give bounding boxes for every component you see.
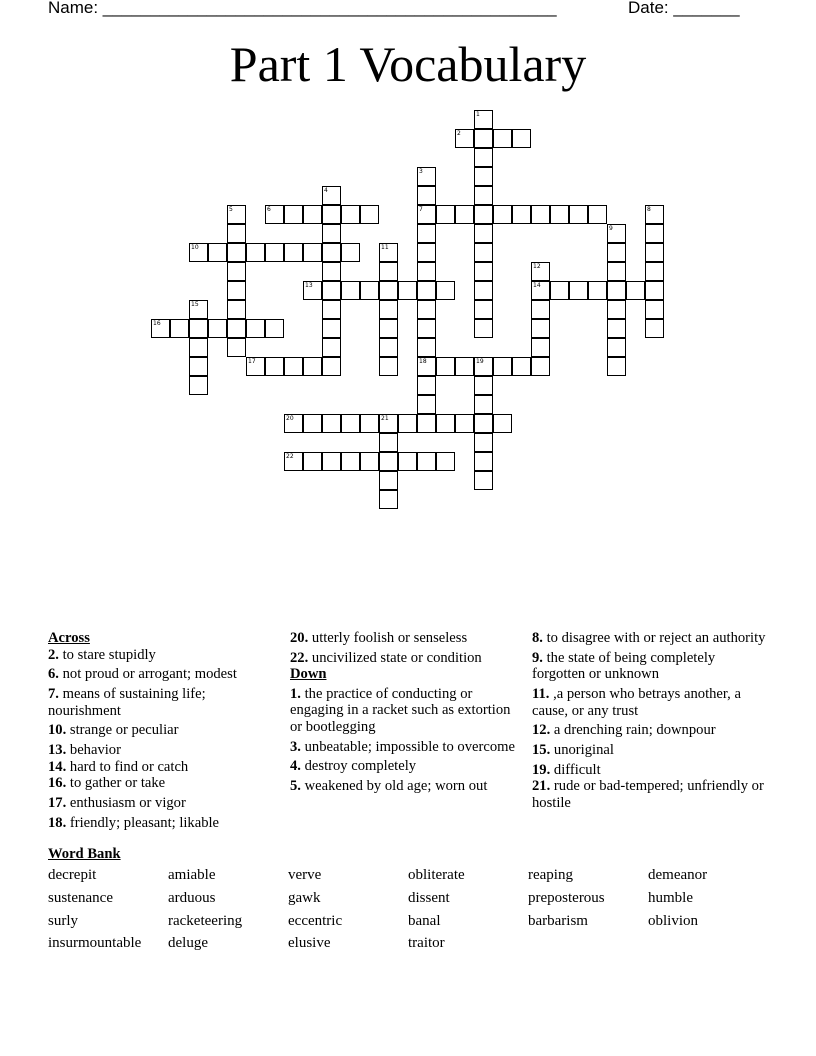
crossword-cell[interactable] bbox=[645, 205, 664, 224]
crossword-cell[interactable] bbox=[531, 357, 550, 376]
crossword-cell[interactable] bbox=[265, 205, 284, 224]
word-bank-item: deluge bbox=[168, 935, 208, 952]
cell-number: 6 bbox=[267, 206, 271, 213]
crossword-cell[interactable] bbox=[474, 262, 493, 281]
crossword-cell[interactable] bbox=[531, 319, 550, 338]
crossword-cell[interactable] bbox=[493, 414, 512, 433]
down-heading: Down bbox=[290, 666, 327, 683]
crossword-cell[interactable] bbox=[569, 205, 588, 224]
crossword-cell[interactable] bbox=[227, 262, 246, 281]
crossword-cell[interactable] bbox=[645, 281, 664, 300]
word-bank-item: decrepit bbox=[48, 867, 97, 883]
cell-number: 11 bbox=[381, 244, 389, 251]
crossword-cell[interactable] bbox=[379, 243, 398, 262]
cell-number: 18 bbox=[419, 358, 427, 365]
crossword-cell[interactable] bbox=[455, 129, 474, 148]
word-bank-item: elusive bbox=[288, 935, 331, 952]
crossword-cell[interactable] bbox=[531, 281, 550, 300]
crossword-cell[interactable] bbox=[607, 262, 626, 281]
crossword-cell[interactable] bbox=[322, 452, 341, 471]
cell-number: 5 bbox=[229, 206, 233, 213]
crossword-cell[interactable] bbox=[417, 452, 436, 471]
crossword-cell[interactable] bbox=[645, 243, 664, 262]
clues-column-1 bbox=[48, 630, 273, 835]
word-bank-item: banal bbox=[408, 912, 441, 929]
crossword-cell[interactable] bbox=[303, 414, 322, 433]
crossword-cell[interactable] bbox=[550, 205, 569, 224]
crossword-cell[interactable] bbox=[360, 281, 379, 300]
cell-number: 1 bbox=[476, 111, 480, 118]
across-clue: 22. uncivilized state or condition bbox=[290, 649, 482, 666]
clues-column-2 bbox=[290, 630, 518, 798]
crossword-cell[interactable] bbox=[607, 338, 626, 357]
across-clue: 10. strange or peculiar bbox=[48, 722, 179, 739]
crossword-cell[interactable] bbox=[474, 395, 493, 414]
cell-number: 9 bbox=[609, 225, 613, 232]
crossword-cell[interactable] bbox=[379, 433, 398, 452]
crossword-cell[interactable] bbox=[417, 224, 436, 243]
crossword-cell[interactable] bbox=[512, 357, 531, 376]
crossword-cell[interactable] bbox=[284, 205, 303, 224]
crossword-cell[interactable] bbox=[417, 338, 436, 357]
word-bank-heading: Word Bank bbox=[48, 846, 121, 862]
crossword-cell[interactable] bbox=[208, 319, 227, 338]
crossword-cell[interactable] bbox=[284, 243, 303, 262]
crossword-cell[interactable] bbox=[436, 281, 455, 300]
word-bank-item: arduous bbox=[168, 889, 216, 906]
crossword-cell[interactable] bbox=[379, 357, 398, 376]
down-clue: 8. to disagree with or reject an authority bbox=[532, 630, 766, 646]
across-clue: 18. friendly; pleasant; likable bbox=[48, 814, 220, 831]
word-bank bbox=[48, 866, 768, 953]
cell-number: 4 bbox=[324, 187, 328, 194]
crossword-cell[interactable] bbox=[607, 243, 626, 262]
crossword-cell[interactable] bbox=[474, 243, 493, 262]
across-clue: 14. hard to find or catch bbox=[48, 758, 189, 775]
date-field[interactable]: Date: _______ bbox=[628, 0, 740, 17]
crossword-cell[interactable] bbox=[531, 205, 550, 224]
cell-number: 7 bbox=[419, 206, 423, 213]
crossword-cell[interactable] bbox=[398, 281, 417, 300]
crossword-cell[interactable] bbox=[189, 300, 208, 319]
crossword-cell[interactable] bbox=[588, 281, 607, 300]
crossword-cell[interactable] bbox=[322, 262, 341, 281]
crossword-cell[interactable] bbox=[417, 395, 436, 414]
word-bank-item: oblivion bbox=[648, 912, 699, 929]
crossword-cell[interactable] bbox=[341, 243, 360, 262]
crossword-cell[interactable] bbox=[455, 414, 474, 433]
clues-column-3 bbox=[532, 630, 772, 815]
crossword-cell[interactable] bbox=[417, 186, 436, 205]
crossword-cell[interactable] bbox=[189, 243, 208, 262]
crossword-cell[interactable] bbox=[284, 357, 303, 376]
crossword-cell[interactable] bbox=[379, 300, 398, 319]
crossword-cell[interactable] bbox=[531, 262, 550, 281]
crossword-cell[interactable] bbox=[493, 205, 512, 224]
crossword-cell[interactable] bbox=[227, 281, 246, 300]
crossword-cell[interactable] bbox=[360, 205, 379, 224]
cell-number: 20 bbox=[286, 415, 294, 422]
crossword-cell[interactable] bbox=[436, 452, 455, 471]
crossword-cell[interactable] bbox=[303, 357, 322, 376]
crossword-cell[interactable] bbox=[398, 452, 417, 471]
crossword-cell[interactable] bbox=[436, 357, 455, 376]
crossword-cell[interactable] bbox=[170, 319, 189, 338]
down-clue: 1. the practice of conducting or engaging in a racket such as extortion or bootlegging bbox=[290, 685, 511, 735]
crossword-cell[interactable] bbox=[455, 357, 474, 376]
down-clue: 11. ,a person who betrays another, a cause, or any trust bbox=[532, 686, 741, 719]
crossword-cell[interactable] bbox=[284, 414, 303, 433]
across-clue: 7. means of sustaining life; nourishment bbox=[48, 686, 206, 719]
word-bank-item: barbarism bbox=[528, 912, 588, 929]
crossword-cell[interactable] bbox=[474, 414, 493, 433]
crossword-cell[interactable] bbox=[417, 262, 436, 281]
cell-number: 19 bbox=[476, 358, 484, 365]
crossword-cell[interactable] bbox=[379, 414, 398, 433]
crossword-cell[interactable] bbox=[550, 281, 569, 300]
crossword-cell[interactable] bbox=[379, 281, 398, 300]
cell-number: 12 bbox=[533, 263, 541, 270]
crossword-cell[interactable] bbox=[645, 319, 664, 338]
crossword-cell[interactable] bbox=[303, 243, 322, 262]
crossword-cell[interactable] bbox=[227, 243, 246, 262]
crossword-cell[interactable] bbox=[189, 338, 208, 357]
crossword-cell[interactable] bbox=[474, 357, 493, 376]
crossword-cell[interactable] bbox=[265, 243, 284, 262]
crossword-cell[interactable] bbox=[417, 300, 436, 319]
crossword-cell[interactable] bbox=[341, 452, 360, 471]
cell-number: 16 bbox=[153, 320, 161, 327]
crossword-cell[interactable] bbox=[417, 167, 436, 186]
cell-number: 15 bbox=[191, 301, 199, 308]
crossword-cell[interactable] bbox=[645, 300, 664, 319]
name-field[interactable]: Name: ________________________________________________ bbox=[48, 0, 557, 17]
word-bank-item: obliterate bbox=[408, 867, 465, 883]
word-bank-item: humble bbox=[648, 889, 693, 906]
crossword-cell[interactable] bbox=[360, 414, 379, 433]
crossword-cell[interactable] bbox=[607, 300, 626, 319]
across-clue: 6. not proud or arrogant; modest bbox=[48, 666, 237, 683]
crossword-cell[interactable] bbox=[588, 205, 607, 224]
crossword-cell[interactable] bbox=[208, 243, 227, 262]
crossword-cell[interactable] bbox=[493, 357, 512, 376]
cell-number: 17 bbox=[248, 358, 256, 365]
down-clue: 15. unoriginal bbox=[532, 742, 614, 759]
crossword-cell[interactable] bbox=[227, 319, 246, 338]
cell-number: 2 bbox=[457, 130, 461, 137]
down-clue: 9. the state of being completely forgotten or unknown bbox=[532, 649, 716, 683]
word-bank-item: demeanor bbox=[648, 867, 708, 883]
crossword-cell[interactable] bbox=[322, 338, 341, 357]
across-heading: Across bbox=[48, 630, 90, 646]
crossword-cell[interactable] bbox=[474, 452, 493, 471]
crossword-cell[interactable] bbox=[379, 471, 398, 490]
word-bank-item: preposterous bbox=[528, 889, 605, 906]
crossword-cell[interactable] bbox=[607, 357, 626, 376]
across-clue: 13. behavior bbox=[48, 742, 121, 759]
crossword-cell[interactable] bbox=[322, 357, 341, 376]
down-clue: 21. rude or bad-tempered; unfriendly or hostile bbox=[532, 778, 764, 811]
crossword-cell[interactable] bbox=[569, 281, 588, 300]
down-clue: 19. difficult bbox=[532, 761, 601, 778]
crossword-cell[interactable] bbox=[227, 205, 246, 224]
word-bank-item: insurmountable bbox=[48, 935, 142, 952]
crossword-cell[interactable] bbox=[474, 224, 493, 243]
crossword-cell[interactable] bbox=[379, 262, 398, 281]
word-bank-item: traitor bbox=[408, 935, 445, 952]
crossword-cell[interactable] bbox=[455, 205, 474, 224]
crossword-cell[interactable] bbox=[322, 300, 341, 319]
down-clue: 3. unbeatable; impossible to overcome bbox=[290, 738, 515, 755]
crossword-cell[interactable] bbox=[227, 300, 246, 319]
down-clue: 12. a drenching rain; downpour bbox=[532, 722, 716, 739]
word-bank-item: surly bbox=[48, 912, 78, 929]
crossword-cell[interactable] bbox=[474, 300, 493, 319]
crossword-cell[interactable] bbox=[531, 338, 550, 357]
word-bank-item: sustenance bbox=[48, 889, 113, 906]
crossword-cell[interactable] bbox=[322, 186, 341, 205]
across-clue: 2. to stare stupidly bbox=[48, 646, 156, 663]
crossword-cell[interactable] bbox=[322, 319, 341, 338]
cell-number: 22 bbox=[286, 453, 294, 460]
page-title: Part 1 Vocabulary bbox=[229, 36, 587, 92]
crossword-cell[interactable] bbox=[284, 452, 303, 471]
cell-number: 10 bbox=[191, 244, 199, 251]
crossword-cell[interactable] bbox=[341, 205, 360, 224]
crossword-cell[interactable] bbox=[474, 471, 493, 490]
crossword-cell[interactable] bbox=[474, 376, 493, 395]
crossword-cell[interactable] bbox=[189, 319, 208, 338]
cell-number: 14 bbox=[533, 282, 541, 289]
crossword-cell[interactable] bbox=[322, 414, 341, 433]
crossword-cell[interactable] bbox=[474, 129, 493, 148]
crossword-cell[interactable] bbox=[436, 205, 455, 224]
crossword-cell[interactable] bbox=[246, 319, 265, 338]
crossword-cell[interactable] bbox=[227, 338, 246, 357]
crossword-cell[interactable] bbox=[303, 281, 322, 300]
crossword-cell[interactable] bbox=[512, 205, 531, 224]
across-clue: 17. enthusiasm or vigor bbox=[48, 794, 186, 811]
crossword-cell[interactable] bbox=[417, 243, 436, 262]
crossword-cell[interactable] bbox=[322, 281, 341, 300]
crossword-cell[interactable] bbox=[379, 490, 398, 509]
crossword-cell[interactable] bbox=[322, 205, 341, 224]
crossword-cell[interactable] bbox=[474, 186, 493, 205]
crossword-cell[interactable] bbox=[417, 376, 436, 395]
cell-number: 21 bbox=[381, 415, 389, 422]
crossword-cell[interactable] bbox=[417, 205, 436, 224]
across-clue: 16. to gather or take bbox=[48, 775, 166, 792]
crossword-cell[interactable] bbox=[436, 414, 455, 433]
across-clue: 20. utterly foolish or senseless bbox=[290, 630, 468, 646]
crossword-cell[interactable] bbox=[645, 224, 664, 243]
word-bank-item: gawk bbox=[288, 889, 321, 906]
cell-number: 8 bbox=[647, 206, 651, 213]
crossword-cell[interactable] bbox=[474, 148, 493, 167]
crossword-cell[interactable] bbox=[417, 281, 436, 300]
word-bank-item: racketeering bbox=[168, 912, 243, 929]
crossword-cell[interactable] bbox=[398, 414, 417, 433]
cell-number: 3 bbox=[419, 168, 423, 175]
crossword-cell[interactable] bbox=[626, 281, 645, 300]
cell-number: 13 bbox=[305, 282, 313, 289]
crossword-cell[interactable] bbox=[417, 319, 436, 338]
crossword-cell[interactable] bbox=[607, 224, 626, 243]
crossword-cell[interactable] bbox=[360, 452, 379, 471]
crossword-cell[interactable] bbox=[607, 319, 626, 338]
crossword-cell[interactable] bbox=[474, 205, 493, 224]
crossword-cell[interactable] bbox=[265, 319, 284, 338]
crossword-cell[interactable] bbox=[474, 167, 493, 186]
crossword-cell[interactable] bbox=[531, 300, 550, 319]
crossword-cell[interactable] bbox=[379, 452, 398, 471]
crossword-cell[interactable] bbox=[474, 433, 493, 452]
word-bank-item: eccentric bbox=[288, 912, 343, 929]
crossword-cell[interactable] bbox=[474, 281, 493, 300]
crossword-cell[interactable] bbox=[474, 110, 493, 129]
crossword-cell[interactable] bbox=[379, 338, 398, 357]
crossword-cell[interactable] bbox=[341, 414, 360, 433]
crossword-cell[interactable] bbox=[474, 319, 493, 338]
down-clue: 5. weakened by old age; worn out bbox=[290, 778, 488, 795]
down-clue: 4. destroy completely bbox=[290, 758, 417, 775]
crossword-cell[interactable] bbox=[322, 243, 341, 262]
word-bank-item: reaping bbox=[528, 867, 573, 883]
crossword-cell[interactable] bbox=[265, 357, 284, 376]
crossword-cell[interactable] bbox=[645, 262, 664, 281]
crossword-cell[interactable] bbox=[151, 319, 170, 338]
crossword-cell[interactable] bbox=[303, 452, 322, 471]
word-bank-item: verve bbox=[288, 867, 322, 883]
word-bank-item: amiable bbox=[168, 867, 216, 883]
crossword-cell[interactable] bbox=[303, 205, 322, 224]
crossword-cell[interactable] bbox=[341, 281, 360, 300]
crossword-cell[interactable] bbox=[493, 129, 512, 148]
crossword-cell[interactable] bbox=[607, 281, 626, 300]
crossword-cell[interactable] bbox=[246, 243, 265, 262]
crossword-cell[interactable] bbox=[417, 357, 436, 376]
crossword-cell[interactable] bbox=[189, 357, 208, 376]
crossword-cell[interactable] bbox=[227, 224, 246, 243]
crossword-cell[interactable] bbox=[512, 129, 531, 148]
crossword-cell[interactable] bbox=[189, 376, 208, 395]
crossword-cell[interactable] bbox=[246, 357, 265, 376]
crossword-cell[interactable] bbox=[379, 319, 398, 338]
word-bank-item: dissent bbox=[408, 889, 450, 906]
crossword-cell[interactable] bbox=[417, 414, 436, 433]
crossword-cell[interactable] bbox=[322, 224, 341, 243]
